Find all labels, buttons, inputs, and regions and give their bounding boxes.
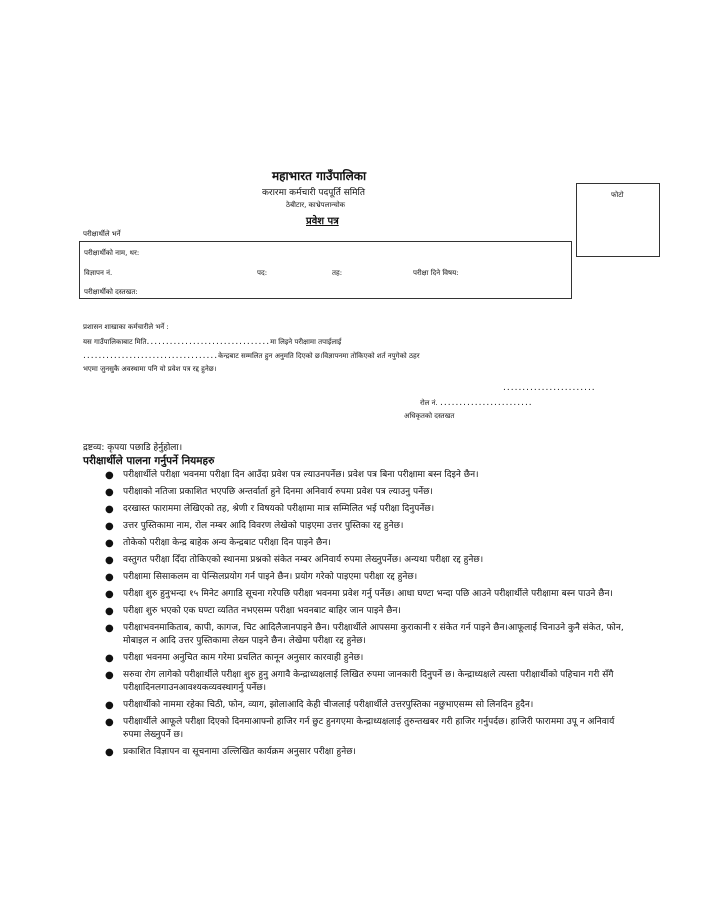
date-label: यस गाउँपालिकाबाट मिति [83, 338, 147, 346]
officer-signature-label: अधिकृतको दस्तखत [404, 412, 455, 420]
list-item: ● परीक्षाभवनमाकिताब, कापी, कागज, चिट आदिलैजानपाइने छैन। परीक्षार्थीले आपसमा कुराकानी र संकेत गर्न पाइने छैन।आफूलाई चिनाउने कुनै संकेत, फोन, मोबाइल न आदि उत्तर पुस्तिकामा लेख्न पाइने छैन। लेखेमा परीक्षा रद्द हुनेछ। [105, 623, 624, 646]
office-title: महाभारत गाउँपालिका [272, 169, 367, 183]
exam-text: मा लिइने परीक्षामा तपाईलाई [270, 338, 342, 346]
bullet-icon: ● [105, 589, 114, 600]
bullet-icon: ● [105, 670, 114, 681]
list-item: ● परीक्षामा सिसाकलम वा पेन्सिलप्रयोग गर्न पाइने छैन। प्रयोग गरेको पाइएमा परीक्षा रद्द हुनेछ। [105, 572, 418, 583]
office-address: ठेबीटार, काभ्रेपलान्चोक [286, 201, 346, 209]
name-label: परीक्षार्थीको नाम, थर: [84, 249, 140, 257]
signature-label: परीक्षार्थीको दस्तखत: [84, 288, 138, 296]
list-item: ● परीक्षार्थीले आफूले परीक्षा दिएको दिनमाआफ्नो हाजिर गर्न छुट हुनगएमा केन्द्राध्यक्षलाई तुरुन्तखबर गरी हाजिर गर्नुपर्दछ। हाजिरी फाराममा उपू न अनिवार्य रुपमा लेख्नुपर्ने छ। [105, 717, 615, 740]
ad-no-label: विज्ञापन नं. [84, 269, 113, 277]
bullet-icon: ● [105, 555, 114, 566]
list-item: ● सरुवा रोग लागेको परीक्षार्थीले परीक्षा शुरु हुनु अगावै केन्द्राध्यक्षलाई लिखित रुपमा जानकारी दिनुपर्ने छ। केन्द्राध्यक्षले त्यस्ता परीक्षार्थीको पहिचान गरी सँगै परीक्षादिनलगाउनआवश्यकव्यवस्थागर्नु पर्नेछ। [105, 670, 614, 693]
list-item: ● तोकेको परीक्षा केन्द्र बाहेक अन्य केन्द्रबाट परीक्षा दिन पाइने छैन। [105, 538, 331, 549]
list-item: ● परीक्षाको नतिजा प्रकाशित भएपछि अन्तर्वार्ता हुने दिनमा अनिवार्य रुपमा प्रवेश पत्र ल्याउनु पर्नेछ। [105, 487, 433, 498]
officer-sign-dots: ........................ [503, 383, 596, 393]
list-item: ● दरखास्त फाराममा लेखिएको तह, श्रेणी र विषयको परीक्षामा मात्र सम्मिलित भई परीक्षा दिनुपर्नेछ। [105, 504, 435, 515]
bullet-icon: ● [105, 653, 114, 664]
date-dots: ................................ [146, 337, 271, 347]
rules-heading: परीक्षार्थीले पालना गर्नुपर्ने नियमहरु [83, 455, 215, 467]
list-item: ● परीक्षा भवनमा अनुचित काम गरेमा प्रचलित कानून अनुसार कारवाही हुनेछ। [105, 653, 364, 664]
bullet-icon: ● [105, 717, 114, 728]
candidate-section-title: परीक्षार्थीले भर्ने [83, 230, 121, 238]
list-item: ● उत्तर पुस्तिकामा नाम, रोल नम्बर आदि विवरण लेखेको पाइएमा उत्तर पुस्तिका रद्द हुनेछ। [105, 521, 404, 532]
rules-list [105, 469, 625, 763]
list-item: ● परीक्षार्थीले परीक्षा भवनमा परीक्षा दिन आउँदा प्रवेश पत्र ल्याउनपर्नेछ। प्रवेश पत्र बिना परीक्षामा बस्न दिइने छैन। [105, 470, 479, 481]
office-section-title: प्रशासन शाखाका कर्मचारीले भर्ने : [83, 323, 169, 331]
list-item: ● परीक्षार्थीको नाममा रहेका चिठी, फोन, व्याग, झोलाआदि केही चीजलाई परीक्षार्थीले उत्तरपुस्तिका नछुभाएसम्म सो लिनदिन हुदैन। [105, 700, 534, 711]
bullet-icon: ● [105, 521, 114, 532]
bullet-icon: ● [105, 606, 114, 617]
post-label: पद: [257, 269, 268, 277]
document-title: प्रवेश पत्र [306, 216, 339, 227]
bullet-icon: ● [105, 470, 114, 481]
office-line-1 [83, 337, 341, 347]
bullet-icon: ● [105, 487, 114, 498]
bullet-icon: ● [105, 747, 114, 758]
level-label: तह: [332, 269, 343, 277]
photo-label: फोटो [611, 191, 624, 199]
list-item: ● वस्तुगत परीक्षा दिँदा तोकिएको स्थानमा प्रश्नको संकेत नम्बर अनिवार्य रुपमा लेख्नुपर्नेछ। अन्यथा परीक्षा रद्द हुनेछ। [105, 555, 484, 566]
bullet-icon: ● [105, 504, 114, 515]
center-text: केन्द्रबाट सम्मलित हुन अनुमति दिएको छ।विज्ञापनमा तोकिएको शर्त नपुगेको ठहर [218, 352, 420, 360]
bullet-icon: ● [105, 538, 114, 549]
committee-name: करारमा कर्मचारी पदपूर्ति समिति [262, 188, 365, 198]
bullet-icon: ● [105, 700, 114, 711]
list-item: ● प्रकाशित विज्ञापन वा सूचनामा उल्लिखित कार्यक्रम अनुसार परीक्षा हुनेछ। [105, 747, 356, 758]
list-item: ● परीक्षा शुरु हुनुभन्दा १५ मिनेट अगाडि सूचना गरेपछि परीक्षा भवनमा प्रवेश गर्नु पर्नेछ। आधा घण्टा भन्दा पछि आउने परीक्षार्थीले परीक्षामा बस्न पाउने छैन। [105, 589, 613, 600]
bullet-icon: ● [105, 572, 114, 583]
office-line-2 [83, 351, 420, 361]
roll-number [420, 398, 533, 408]
photo-box [576, 183, 660, 257]
subject-label: परीक्षा दिने विषय: [413, 269, 459, 277]
roll-dots: ........................ [440, 398, 533, 408]
candidate-info-box [79, 241, 572, 299]
center-dots: ................................... [83, 351, 219, 361]
roll-label: रोल नं. [420, 399, 438, 407]
note-text: द्रष्टव्य: कृपया पछाडि हेर्नुहोला। [83, 443, 183, 453]
office-line-3: भएमा जुनसुकै अवस्थामा पनि यो प्रवेश पत्र रद्द हुनेछ। [83, 365, 217, 373]
bullet-icon: ● [105, 623, 114, 634]
list-item: ● परीक्षा शुरु भएको एक घण्टा व्यतित नभएसम्म परीक्षा भवनबाट बाहिर जान पाइने छैन। [105, 606, 401, 617]
